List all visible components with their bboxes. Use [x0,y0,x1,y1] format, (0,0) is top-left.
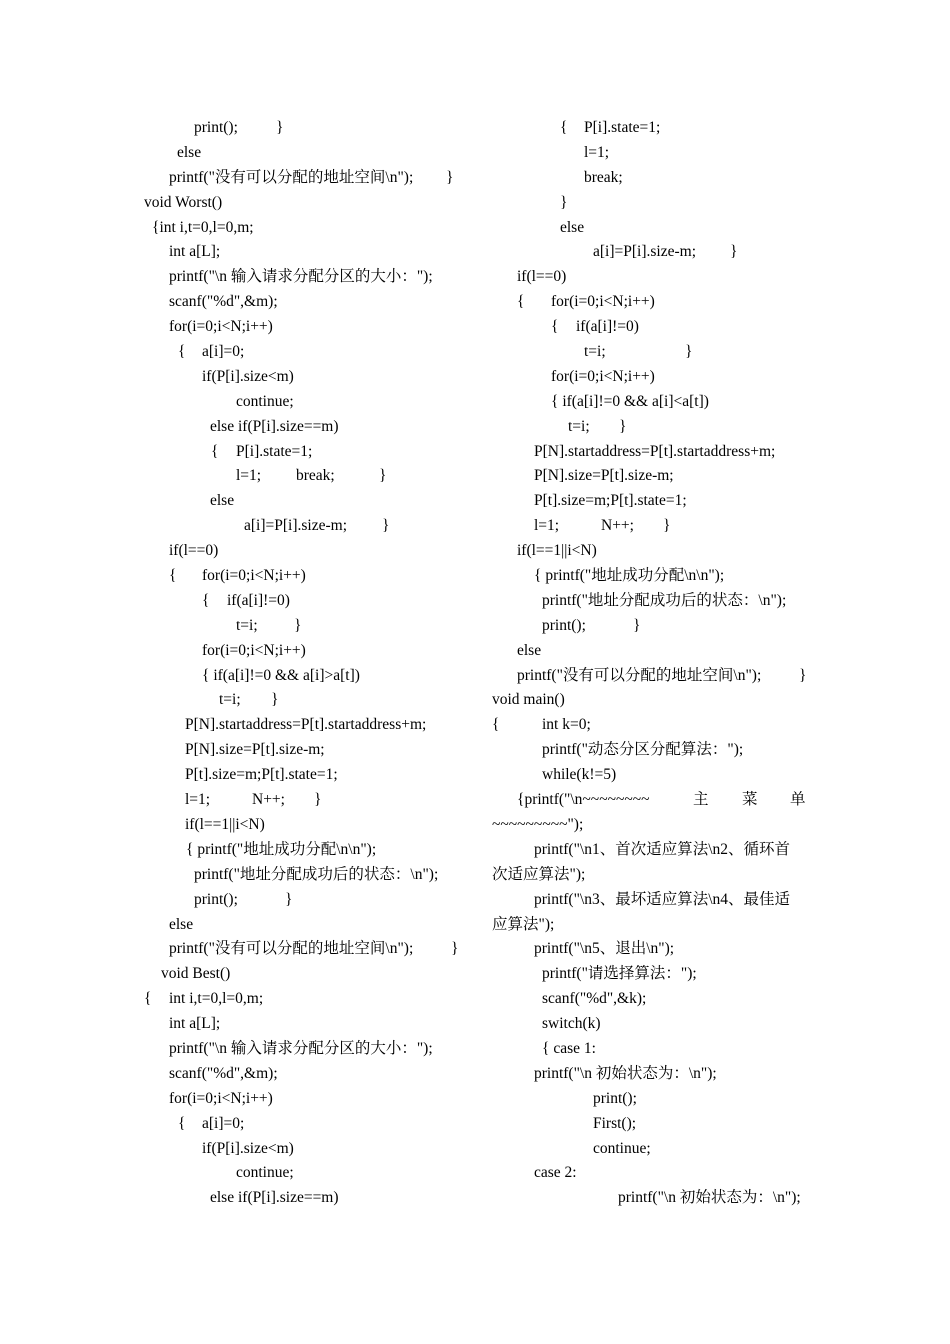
code-text: printf("\n5、退出\n"); [534,940,675,958]
code-line [475,365,950,390]
code-text: t=i; [236,616,258,634]
code-text: print(); [194,119,238,136]
code-text: print(); [194,890,238,908]
code-text: if(P[i].size<m) [202,367,294,385]
code-text: {int i,t=0,l=0,m; [152,218,254,236]
code-text: printf("\n1、首次适应算法\n2、循环首 [534,840,791,858]
code-line [475,614,950,639]
code-text: } [285,890,293,908]
code-text: } [663,517,671,535]
code-text: else if(P[i].size==m) [210,417,339,435]
code-text: } [560,193,568,211]
code-text: if(l==1||i<N) [185,815,265,833]
code-text: break; [296,467,335,485]
code-text: printf("\n 初始状态为：\n"); [534,1064,717,1082]
code-line [475,788,950,813]
code-text: } [799,666,807,684]
code-text: N++; [601,517,634,535]
code-line [0,1037,475,1062]
code-line [0,141,475,166]
code-text: a[i]=0; [202,1114,245,1132]
code-text: printf("地址分配成功后的状态：\n"); [194,865,439,883]
code-column-right [475,116,950,1211]
code-line [0,763,475,788]
code-line [0,838,475,863]
code-line [0,1161,475,1186]
code-text: P[t].size=m;P[t].state=1; [534,492,687,510]
code-line [475,1087,950,1112]
code-line [475,564,950,589]
code-text: } [451,940,459,958]
code-text: if(P[i].size<m) [202,1139,294,1157]
code-line [475,464,950,489]
code-text: case 2: [534,1164,577,1182]
code-text: print(); [542,616,586,634]
code-text: a[i]=0; [202,343,245,361]
code-line [0,937,475,962]
code-line [475,738,950,763]
code-text: for(i=0;i<N;i++) [202,567,306,585]
code-line [475,290,950,315]
code-text: if(a[i]!=0) [227,591,290,609]
code-text: 菜 [742,791,758,809]
code-text: 应算法"); [492,915,555,933]
code-text: { printf("地址成功分配\n\n"); [534,567,725,585]
code-text: else [517,641,542,659]
code-line [0,639,475,664]
code-line [475,265,950,290]
code-text: P[N].size=P[t].size-m; [185,741,325,759]
code-line [475,838,950,863]
code-text: l=1; [534,517,560,535]
code-text: l=1; [236,467,262,485]
code-line [0,664,475,689]
code-text: 主 [693,791,709,809]
code-text: printf("动态分区分配算法："); [542,741,744,759]
code-text: void Best() [161,965,231,983]
code-line [0,913,475,938]
code-text: int a[L]; [169,243,221,261]
code-text: P[i].state=1; [584,119,661,136]
code-line [475,539,950,564]
code-text: printf("没有可以分配的地址空间\n"); [517,666,762,684]
code-line [475,589,950,614]
code-text: ~~~~~~~~~"); [492,815,584,833]
code-text: l=1; [185,791,211,809]
code-text: scanf("%d",&k); [542,990,647,1008]
code-line [0,365,475,390]
code-text: for(i=0;i<N;i++) [169,318,273,336]
code-line [0,1062,475,1087]
code-text: for(i=0;i<N;i++) [551,293,655,311]
code-text: else [560,218,585,236]
code-line [0,788,475,813]
code-text: printf("没有可以分配的地址空间\n"); [169,940,414,958]
code-line [475,987,950,1012]
code-text: continue; [236,1164,294,1182]
code-text: break; [584,168,623,186]
code-line [0,614,475,639]
code-text: } [294,616,302,634]
code-text: { if(a[i]!=0 && a[i]<a[t]) [551,392,709,410]
code-line [475,116,950,141]
code-text: for(i=0;i<N;i++) [202,641,306,659]
code-text: else [210,492,235,510]
code-line [475,1161,950,1186]
code-line [475,639,950,664]
code-text: { [169,567,177,585]
code-line [475,440,950,465]
code-text: printf("\n 输入请求分配分区的大小："); [169,1039,433,1057]
code-line [0,290,475,315]
code-line [0,240,475,265]
code-text: if(a[i]!=0) [576,318,639,336]
code-text: for(i=0;i<N;i++) [169,1089,273,1107]
code-text: continue; [593,1139,651,1157]
code-text: 次适应算法"); [492,865,586,883]
code-text: if(l==0) [169,542,219,560]
code-line [475,390,950,415]
code-line [0,813,475,838]
code-line [475,514,950,539]
code-line [475,688,950,713]
code-line [475,1062,950,1087]
code-line [0,440,475,465]
code-text: } [271,691,279,709]
code-line [475,191,950,216]
code-line [475,713,950,738]
code-text: printf("请选择算法："); [542,965,697,983]
code-line [475,415,950,440]
code-text: printf("地址分配成功后的状态：\n"); [542,591,787,609]
code-line [0,589,475,614]
code-line [475,813,950,838]
code-text: l=1; [584,143,610,161]
code-text: { [144,990,152,1008]
code-line [0,564,475,589]
code-line [0,415,475,440]
code-text: t=i; [568,417,590,435]
code-text: { [517,293,525,311]
code-text: void main() [492,691,565,709]
code-line [0,738,475,763]
code-line [0,987,475,1012]
code-text: { [178,343,186,361]
code-line [0,962,475,987]
code-line [0,340,475,365]
code-line [0,265,475,290]
code-text: N++; [252,791,285,809]
code-text: P[t].size=m;P[t].state=1; [185,766,338,784]
code-line [0,863,475,888]
code-line [475,141,950,166]
code-line [0,191,475,216]
code-text: { [211,442,219,460]
code-text: scanf("%d",&m); [169,293,278,311]
code-line [475,489,950,514]
code-text: } [379,467,387,485]
code-line [0,116,475,141]
code-line [475,863,950,888]
code-text: void Worst() [144,193,223,211]
code-text: } [730,243,738,261]
code-line [475,1186,950,1211]
code-line [475,240,950,265]
code-line [0,1012,475,1037]
code-text: P[N].startaddress=P[t].startaddress+m; [185,716,427,734]
code-text: printf("没有可以分配的地址空间\n"); [169,168,414,186]
code-text: t=i; [219,691,241,709]
code-text: int k=0; [542,716,591,734]
code-column-left [0,116,475,1211]
code-text: a[i]=P[i].size-m; [244,517,347,535]
code-text: scanf("%d",&m); [169,1064,278,1082]
code-line [475,937,950,962]
code-line [475,1012,950,1037]
code-line [475,216,950,241]
code-line [0,464,475,489]
code-line [475,1137,950,1162]
code-text: {printf("\n~~~~~~~~ [517,791,650,809]
code-text: { [551,318,559,336]
code-text: int a[L]; [169,1015,221,1033]
code-text: } [685,343,693,361]
code-text: printf("\n 输入请求分配分区的大小："); [169,268,433,286]
code-line [0,1087,475,1112]
code-line [0,1186,475,1211]
code-line [475,315,950,340]
code-line [475,913,950,938]
code-text: P[N].startaddress=P[t].startaddress+m; [534,442,776,460]
code-line [475,166,950,191]
code-line [0,514,475,539]
code-text: t=i; [584,343,606,361]
code-line [475,1112,950,1137]
code-text: { [560,119,568,136]
code-text: } [619,417,627,435]
code-text: print(); [593,1089,637,1107]
code-text: continue; [236,392,294,410]
code-text: First(); [593,1114,637,1132]
code-text: } [276,119,284,136]
code-line [475,763,950,788]
code-line [475,962,950,987]
code-text: else if(P[i].size==m) [210,1189,339,1207]
code-text: switch(k) [542,1015,601,1033]
code-text: { printf("地址成功分配\n\n"); [186,840,377,858]
code-text: P[i].state=1; [236,442,313,460]
code-line [0,1112,475,1137]
code-text: else [177,143,202,161]
code-text: { [202,591,210,609]
code-line [475,664,950,689]
code-line [0,216,475,241]
code-text: printf("\n 初始状态为：\n"); [618,1189,801,1207]
code-text: if(l==1||i<N) [517,542,597,560]
code-text: { [178,1114,186,1132]
code-line [0,539,475,564]
code-text: { [492,716,500,734]
code-text: } [382,517,390,535]
code-text: printf("\n3、最坏适应算法\n4、最佳适 [534,890,791,908]
code-line [0,489,475,514]
code-text: 单 [790,791,806,809]
code-text: if(l==0) [517,268,567,286]
code-line [0,315,475,340]
code-line [0,888,475,913]
code-line [475,888,950,913]
code-line [475,1037,950,1062]
code-text: } [446,168,454,186]
code-text: else [169,915,194,933]
code-text: for(i=0;i<N;i++) [551,367,655,385]
code-text: int i,t=0,l=0,m; [169,990,264,1008]
code-line [0,1137,475,1162]
code-text: } [314,791,322,809]
code-line [0,688,475,713]
code-text: { if(a[i]!=0 && a[i]>a[t]) [202,666,360,684]
code-line [0,713,475,738]
code-line [475,340,950,365]
code-text: a[i]=P[i].size-m; [593,243,696,261]
code-text: { case 1: [542,1039,596,1057]
code-text: while(k!=5) [542,766,617,784]
code-line [0,166,475,191]
code-text: P[N].size=P[t].size-m; [534,467,674,485]
code-line [0,390,475,415]
code-text: } [633,616,641,634]
